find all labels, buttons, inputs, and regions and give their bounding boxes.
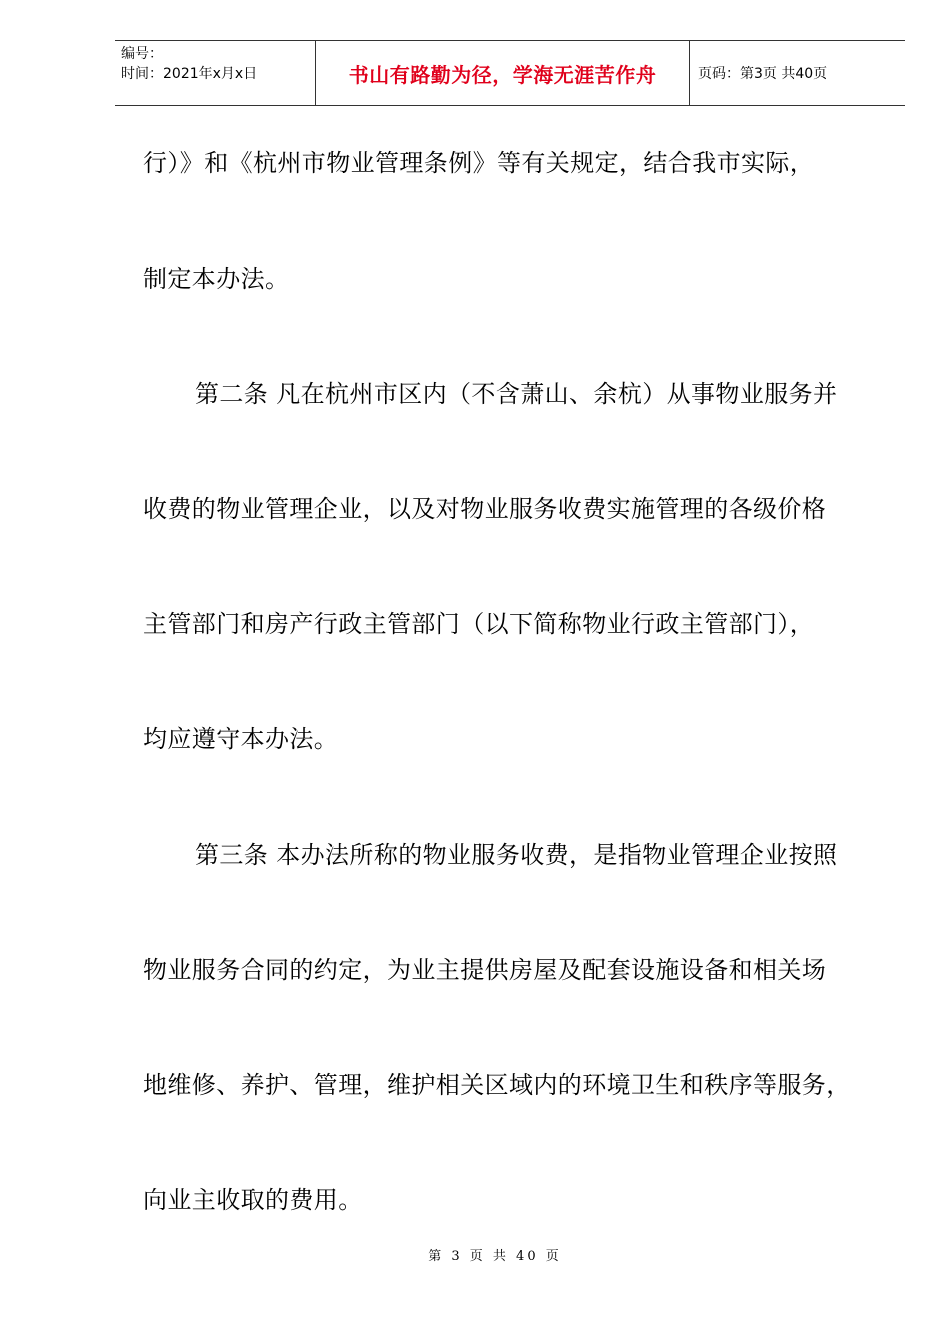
body-line: 向业主收取的费用。 — [143, 1186, 363, 1214]
body-line: 主管部门和房产行政主管部门（以下简称物业行政主管部门）， — [143, 610, 815, 638]
article-2-first-line: 第二条 凡在杭州市区内（不含萧山、余杭）从事物业服务并 — [195, 380, 838, 408]
body-line: 制定本办法。 — [143, 265, 290, 293]
document-date-label: 时间：2021年x月x日 — [121, 66, 258, 82]
page-header — [115, 40, 905, 106]
article-3-first-line: 第三条 本办法所称的物业服务收费，是指物业管理企业按照 — [195, 841, 838, 869]
motto-text: 书山有路勤为径，学海无涯苦作舟 — [348, 62, 657, 87]
header-motto-cell — [316, 41, 690, 105]
body-line: 均应遵守本办法。 — [143, 725, 339, 753]
header-meta-cell — [115, 41, 316, 105]
body-line: 地维修、养护、管理，维护相关区域内的环境卫生和秩序等服务， — [143, 1071, 851, 1099]
body-line: 行）》和《杭州市物业管理条例》等有关规定，结合我市实际， — [143, 149, 815, 177]
body-line: 物业服务合同的约定，为业主提供房屋及配套设施设备和相关场 — [143, 956, 827, 984]
body-line: 收费的物业管理企业，以及对物业服务收费实施管理的各级价格 — [143, 495, 827, 523]
header-page-cell — [690, 41, 905, 105]
page-footer: 第 3 页 共 40 页 — [428, 1249, 562, 1264]
header-page-info: 页码：第3页 共40页 — [698, 66, 828, 82]
document-number-label: 编号： — [121, 46, 163, 62]
